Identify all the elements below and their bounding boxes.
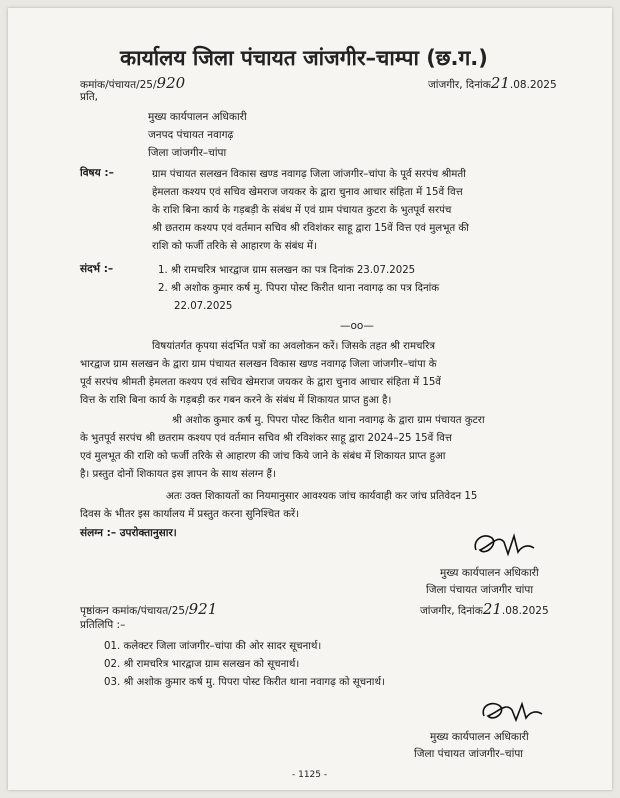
ref-label: कमांक/पंचायत/25/	[80, 79, 157, 91]
endorsement-date-handwritten: 21	[482, 600, 502, 618]
subject-line: श्री छतराम कश्यप एवं वर्तमान सचिव श्री रविशंकर साहू द्वारा 15वें वित्त एवं मुलभूत की	[152, 223, 469, 234]
reference-item-2: 2. श्री अशोक कुमार कर्ष मु. पिपरा पोस्ट किरीत थाना नवागढ़ का पत्र दिनांक	[158, 283, 440, 294]
endorsement-ref-label: पृष्ठांकन कमांक/पंचायत/25/	[80, 605, 189, 617]
reference-item-2-date: 22.07.2025	[174, 301, 233, 312]
body-line: श्री अशोक कुमार कर्ष मु. पिपरा पोस्ट किरीत थाना नवागढ़ के द्वारा ग्राम पंचायत कुटरा	[172, 415, 485, 426]
reference-item-1: 1. श्री रामचरित्र भारद्वाज ग्राम सलखन का पत्र दिनांक 23.07.2025	[158, 265, 416, 276]
body-line: एवं मुलभूत की राशि को फर्जी तरिके से आहारण की जांच किये जाने के संबंध में शिकायत प्राप्त हुआ	[80, 451, 446, 462]
recipient-line1: मुख्य कार्यपालन अधिकारी	[148, 111, 247, 123]
signature-1-office: जिला पंचायत जांजगीर चांपा	[426, 584, 534, 596]
signature-2-designation: मुख्य कार्यपालन अधिकारी	[430, 731, 529, 743]
subject-line: के राशि बिना कार्य के गड़बड़ी के संबंध में एवं ग्राम पंचायत कुटरा के भुतपूर्व सरपंच	[152, 205, 452, 216]
copy-item: 01. कलेक्टर जिला जांजगीर–चांपा की ओर सादर सूचनार्थ।	[104, 641, 322, 652]
body-line: भारद्वाज ग्राम सलखन के द्वारा ग्राम पंचायत सलखन विकास खण्ड नवागढ़ जिला जांजगीर–चांपा के	[80, 359, 437, 370]
enclosure: संलग्न :– उपरोक्तानुसार।	[80, 527, 177, 539]
body-line: के भुतपूर्व सरपंच श्री छतराम कश्यप एवं वर्तमान सचिव श्री रविशंकर साहू द्वारा 2024–25 15वें वित्त	[80, 433, 452, 444]
subject-line: ग्राम पंचायत सलखन विकास खण्ड नवागढ़ जिला जांजगीर–चांपा के पूर्व सरपंच श्रीमती	[152, 169, 466, 180]
date-handwritten: 21	[490, 74, 510, 92]
recipient-line3: जिला जांजगीर–चांपा	[148, 147, 227, 159]
separator: —oo—	[340, 320, 374, 332]
reference-label: संदर्भ :–	[80, 263, 114, 275]
ref-number: 920	[156, 74, 186, 92]
date-suffix: .08.2025	[509, 79, 557, 91]
body-line: विषयांतर्गत कृपया संदर्भित पत्रों का अवलोकन करें। जिसके तहत श्री रामचरित्र	[152, 341, 435, 352]
prati-label: प्रति,	[80, 91, 99, 103]
subject-line: राशि को फर्जी तरिके से आहारण के संबंध में।	[152, 241, 317, 252]
body-line: है। प्रस्तुत दोनों शिकायत इस ज्ञापन के साथ संलग्न हैं।	[80, 469, 276, 480]
signature-1-designation: मुख्य कार्यपालन अधिकारी	[440, 567, 539, 579]
recipient-line2: जनपद पंचायत नवागढ़	[148, 129, 234, 141]
body-line: दिवस के भीतर इस कार्यालय में प्रस्तुत करना सुनिश्चित करें।	[80, 509, 300, 520]
subject-line: हेमलता कश्यप एवं सचिव खेमराज जयकर के द्वारा चुनाव आचार संहिता में 15वें वित्त	[152, 187, 463, 198]
body-line: अतः उक्त शिकायतों का नियमानुसार आवश्यक जांच कार्यवाही कर जांच प्रतिवेदन 15	[166, 491, 478, 502]
signature-1	[470, 528, 540, 562]
place-date-label: जांजगीर, दिनांक	[428, 79, 491, 91]
body-line: पूर्व सरपंच श्रीमती हेमलता कश्यप एवं सचिव खेमराज जयकर के द्वारा चुनाव आचार संहिता में 15वें	[80, 377, 441, 388]
endorsement-place-date	[420, 600, 549, 618]
body-line: वित्त के राशि बिना कार्य के गड़बड़ी कर गबन करने के संबंध में शिकायत प्राप्त हुआ है।	[80, 395, 392, 406]
copy-label: प्रतिलिपि :–	[80, 619, 126, 631]
endorsement-date-suffix: .08.2025	[501, 605, 549, 617]
copy-item: 02. श्री रामचरित्र भारद्वाज ग्राम सलखन को सूचनार्थ।	[104, 659, 300, 670]
copy-item: 03. श्री अशोक कुमार कर्ष मु. पिपरा पोस्ट किरीत थाना नवागढ़ को सूचनार्थ।	[104, 677, 385, 688]
signature-2	[478, 696, 548, 728]
endorsement-place-date-label: जांजगीर, दिनांक	[420, 605, 483, 617]
signature-2-office: जिला पंचायत जांजगीर–चांपा	[414, 748, 523, 760]
endorsement-ref-number: 921	[188, 600, 218, 618]
endorsement-ref	[80, 600, 217, 618]
subject-label: विषय :–	[80, 167, 114, 179]
page-number: - 1125 -	[292, 770, 328, 780]
place-date	[428, 74, 557, 92]
office-title: कार्यालय जिला पंचायत जांजगीर–चाम्पा (छ.ग.)	[120, 46, 488, 70]
